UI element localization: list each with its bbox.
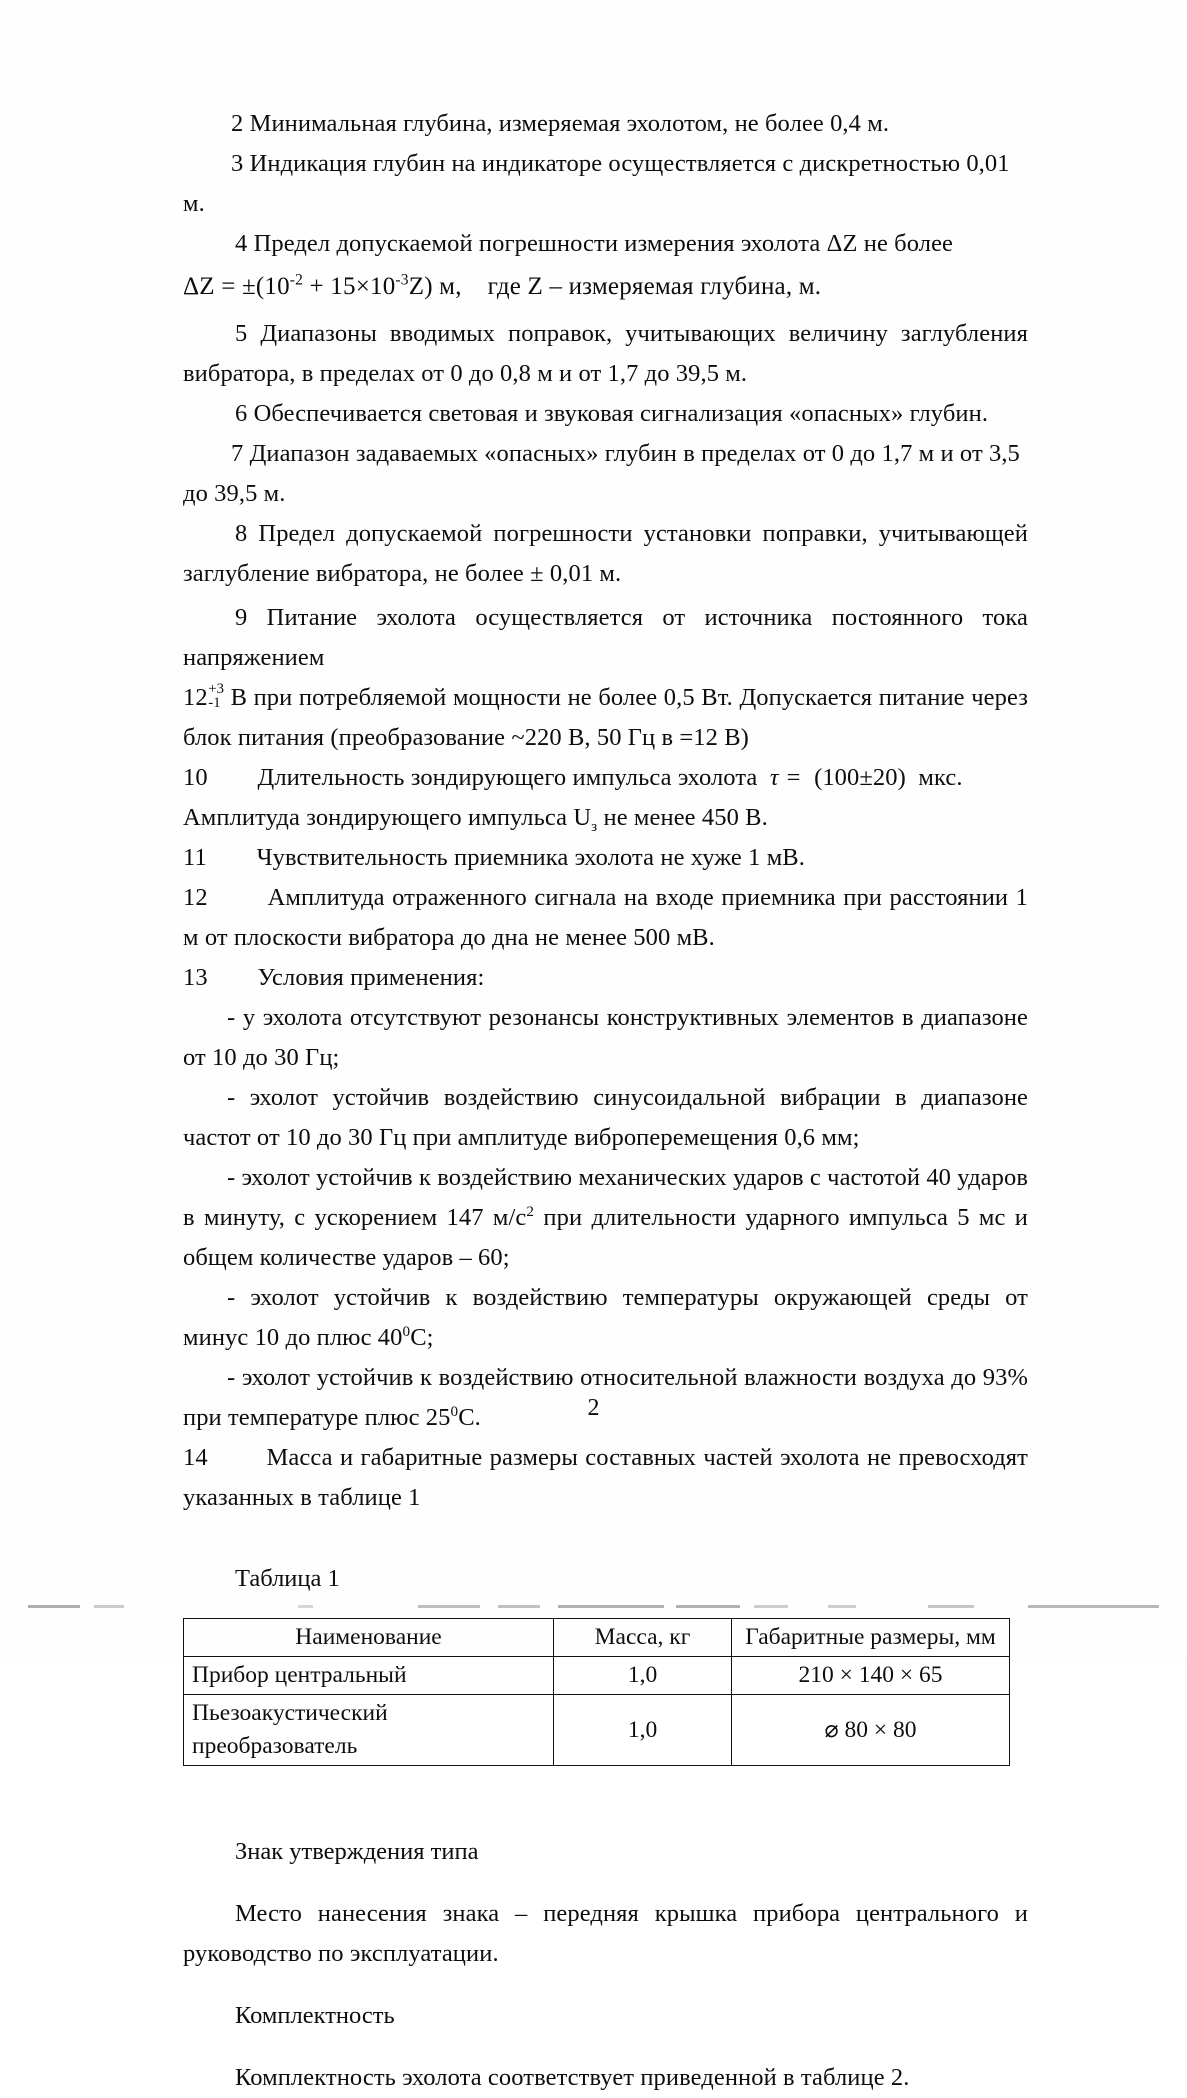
item-14-number: 14 <box>183 1444 208 1471</box>
bullet-shock <box>183 1158 1028 1278</box>
column-header-dimensions: Габаритные размеры, мм <box>732 1619 1010 1657</box>
bullet-temperature-part-b: С; <box>410 1324 434 1351</box>
bullet-temperature-part-a: - эхолот устойчив к воздействию температуры окружающей среды от минус 10 до плюс 40 <box>183 1284 1028 1351</box>
paragraph-item-8: 8 Предел допускаемой погрешности установки поправки, учитывающей заглубление вибратора, не более ± 0,01 м. <box>183 520 1028 587</box>
spacer <box>183 1766 1028 1810</box>
formula-note: где Z – измеряемая глубина, м. <box>487 273 822 300</box>
bullet-temperature-superscript: 0 <box>402 1322 411 1340</box>
paragraph-item-9-value <box>183 678 1028 758</box>
cell-mass: 1,0 <box>554 1657 732 1695</box>
cell-dimensions: ⌀ 80 × 80 <box>732 1695 1010 1766</box>
spacer <box>183 1872 1028 1894</box>
item-13-number: 13 <box>183 964 208 991</box>
formula-rhs: Z) м, <box>408 273 462 300</box>
column-header-mass: Масса, кг <box>554 1619 732 1657</box>
table-row <box>184 1657 1010 1695</box>
item-10-text-a: Длительность зондирующего импульса эхолота <box>257 764 758 791</box>
paragraph-item-14 <box>183 1438 1028 1518</box>
bullet-shock-part-b: при длительности ударного импульса 5 мс и общем количестве ударов – 60; <box>183 1204 1028 1271</box>
item-10-text-b: (100±20) <box>814 764 906 791</box>
formula-lhs: ΔZ = ±(10 <box>183 273 290 300</box>
spacer <box>183 1974 1028 1996</box>
item-12-number: 12 <box>183 884 208 911</box>
item-14-text: Масса и габаритные размеры составных частей эхолота не превосходят указанных в таблице 1 <box>183 1444 1028 1511</box>
table-1 <box>183 1618 1010 1766</box>
item-10-tau: τ = <box>769 764 802 791</box>
cell-mass: 1,0 <box>554 1695 732 1766</box>
section-heading-type-mark: Знак утверждения типа <box>235 1838 479 1865</box>
spacer <box>183 2036 1028 2058</box>
paragraph-item-5: 5 Диапазоны вводимых поправок, учитывающих величину заглубления вибратора, в пределах от 0 до 0,8 м и от 1,7 до 39,5 м. <box>183 320 1028 387</box>
paragraph-item-3: 3 Индикация глубин на индикаторе осуществляется с дискретностью 0,01 м. <box>183 150 1010 217</box>
item-11-number: 11 <box>183 844 207 871</box>
item-10-number: 10 <box>183 764 208 791</box>
paragraph-type-mark-text: Место нанесения знака – передняя крышка прибора центрального и руководство по эксплуатации. <box>183 1900 1028 1967</box>
cell-dimensions: 210 × 140 × 65 <box>732 1657 1010 1695</box>
bullet-temperature <box>183 1278 1028 1358</box>
bullet-resonance: - у эхолота отсутствуют резонансы конструктивных элементов в диапазоне от 10 до 30 Гц; <box>183 1004 1028 1071</box>
paragraph-item-6: 6 Обеспечивается световая и звуковая сигнализация «опасных» глубин. <box>235 400 989 427</box>
voltage-tolerance-upper: +3 <box>208 680 225 697</box>
table-1-caption: Таблица 1 <box>235 1565 340 1592</box>
formula-mid: + 15×10 <box>303 273 396 300</box>
bullet-shock-part-a: - эхолот устойчив к воздействию механических ударов с частотой 40 ударов в минуту, с ускорением 147 м/с <box>183 1164 1028 1231</box>
bullet-humidity-part-b: С. <box>458 1404 481 1431</box>
paragraph-kit-text: Комплектность эхолота соответствует приведенной в таблице 2. <box>235 2064 910 2091</box>
voltage-tolerance <box>208 682 224 711</box>
page-number: 2 <box>587 1395 600 1421</box>
spacer <box>183 1518 1028 1562</box>
column-header-name: Наименование <box>184 1619 554 1657</box>
cell-name: Пьезоакустический преобразователь <box>184 1695 554 1766</box>
bullet-vibration: - эхолот устойчив воздействию синусоидальной вибрации в диапазоне частот от 10 до 30 Гц при амплитуде виброперемещения 0,6 мм; <box>183 1084 1028 1151</box>
voltage-base: 12 <box>183 684 208 711</box>
scan-artifact-line <box>28 1605 1159 1608</box>
paragraph-item-9-tail: В при потребляемой мощности не более 0,5 Вт. Допускается питание через блок питания (преобразование ~220 В, 50 Гц в =12 В) <box>183 684 1028 751</box>
table-header-row <box>184 1619 1010 1657</box>
item-11-text: Чувствительность приемника эхолота не хуже 1 мВ. <box>256 844 805 871</box>
paragraph-item-12 <box>183 878 1028 958</box>
item-13-text: Условия применения: <box>257 964 485 991</box>
bullet-humidity-superscript: 0 <box>450 1402 459 1420</box>
cell-name: Прибор центральный <box>184 1657 554 1695</box>
paragraph-item-7: 7 Диапазон задаваемых «опасных» глубин в пределах от 0 до 1,7 м и от 3,5 до 39,5 м. <box>183 440 1020 507</box>
item-10-line2-a: Амплитуда зондирующего импульса U <box>183 804 592 831</box>
section-heading-kit: Комплектность <box>235 2002 395 2029</box>
paragraph-item-10-line2 <box>183 798 1028 838</box>
table-row <box>184 1695 1010 1766</box>
paragraph-item-4: 4 Предел допускаемой погрешности измерения эхолота ΔZ не более <box>235 230 954 257</box>
item-10-text-c: мкс. <box>918 764 963 791</box>
paragraph-item-11 <box>183 838 1028 878</box>
paragraph-item-13 <box>183 958 1028 998</box>
item-10-line2-subscript: з <box>591 817 598 835</box>
formula-exponent-2: -3 <box>395 271 409 289</box>
formula-delta-z <box>183 264 1028 310</box>
voltage-tolerance-lower: -1 <box>208 694 221 711</box>
paragraph-item-10 <box>183 758 1028 798</box>
paragraph-item-2: 2 Минимальная глубина, измеряемая эхолотом, не более 0,4 м. <box>231 110 890 137</box>
item-10-line2-b: не менее 450 В. <box>597 804 768 831</box>
page-content <box>183 104 1028 2098</box>
formula-exponent-1: -2 <box>289 271 304 289</box>
bullet-shock-superscript: 2 <box>526 1202 535 1220</box>
bullet-humidity-part-a: - эхолот устойчив к воздействию относительной влажности воздуха до 93% при температуре плюс 25 <box>183 1364 1028 1431</box>
item-12-text: Амплитуда отраженного сигнала на входе приемника при расстоянии 1 м от плоскости вибратора до дна не менее 500 мВ. <box>183 884 1028 951</box>
paragraph-item-9-lead: 9 Питание эхолота осуществляется от источника постоянного тока напряжением <box>183 604 1028 671</box>
spacer <box>183 1810 1028 1832</box>
